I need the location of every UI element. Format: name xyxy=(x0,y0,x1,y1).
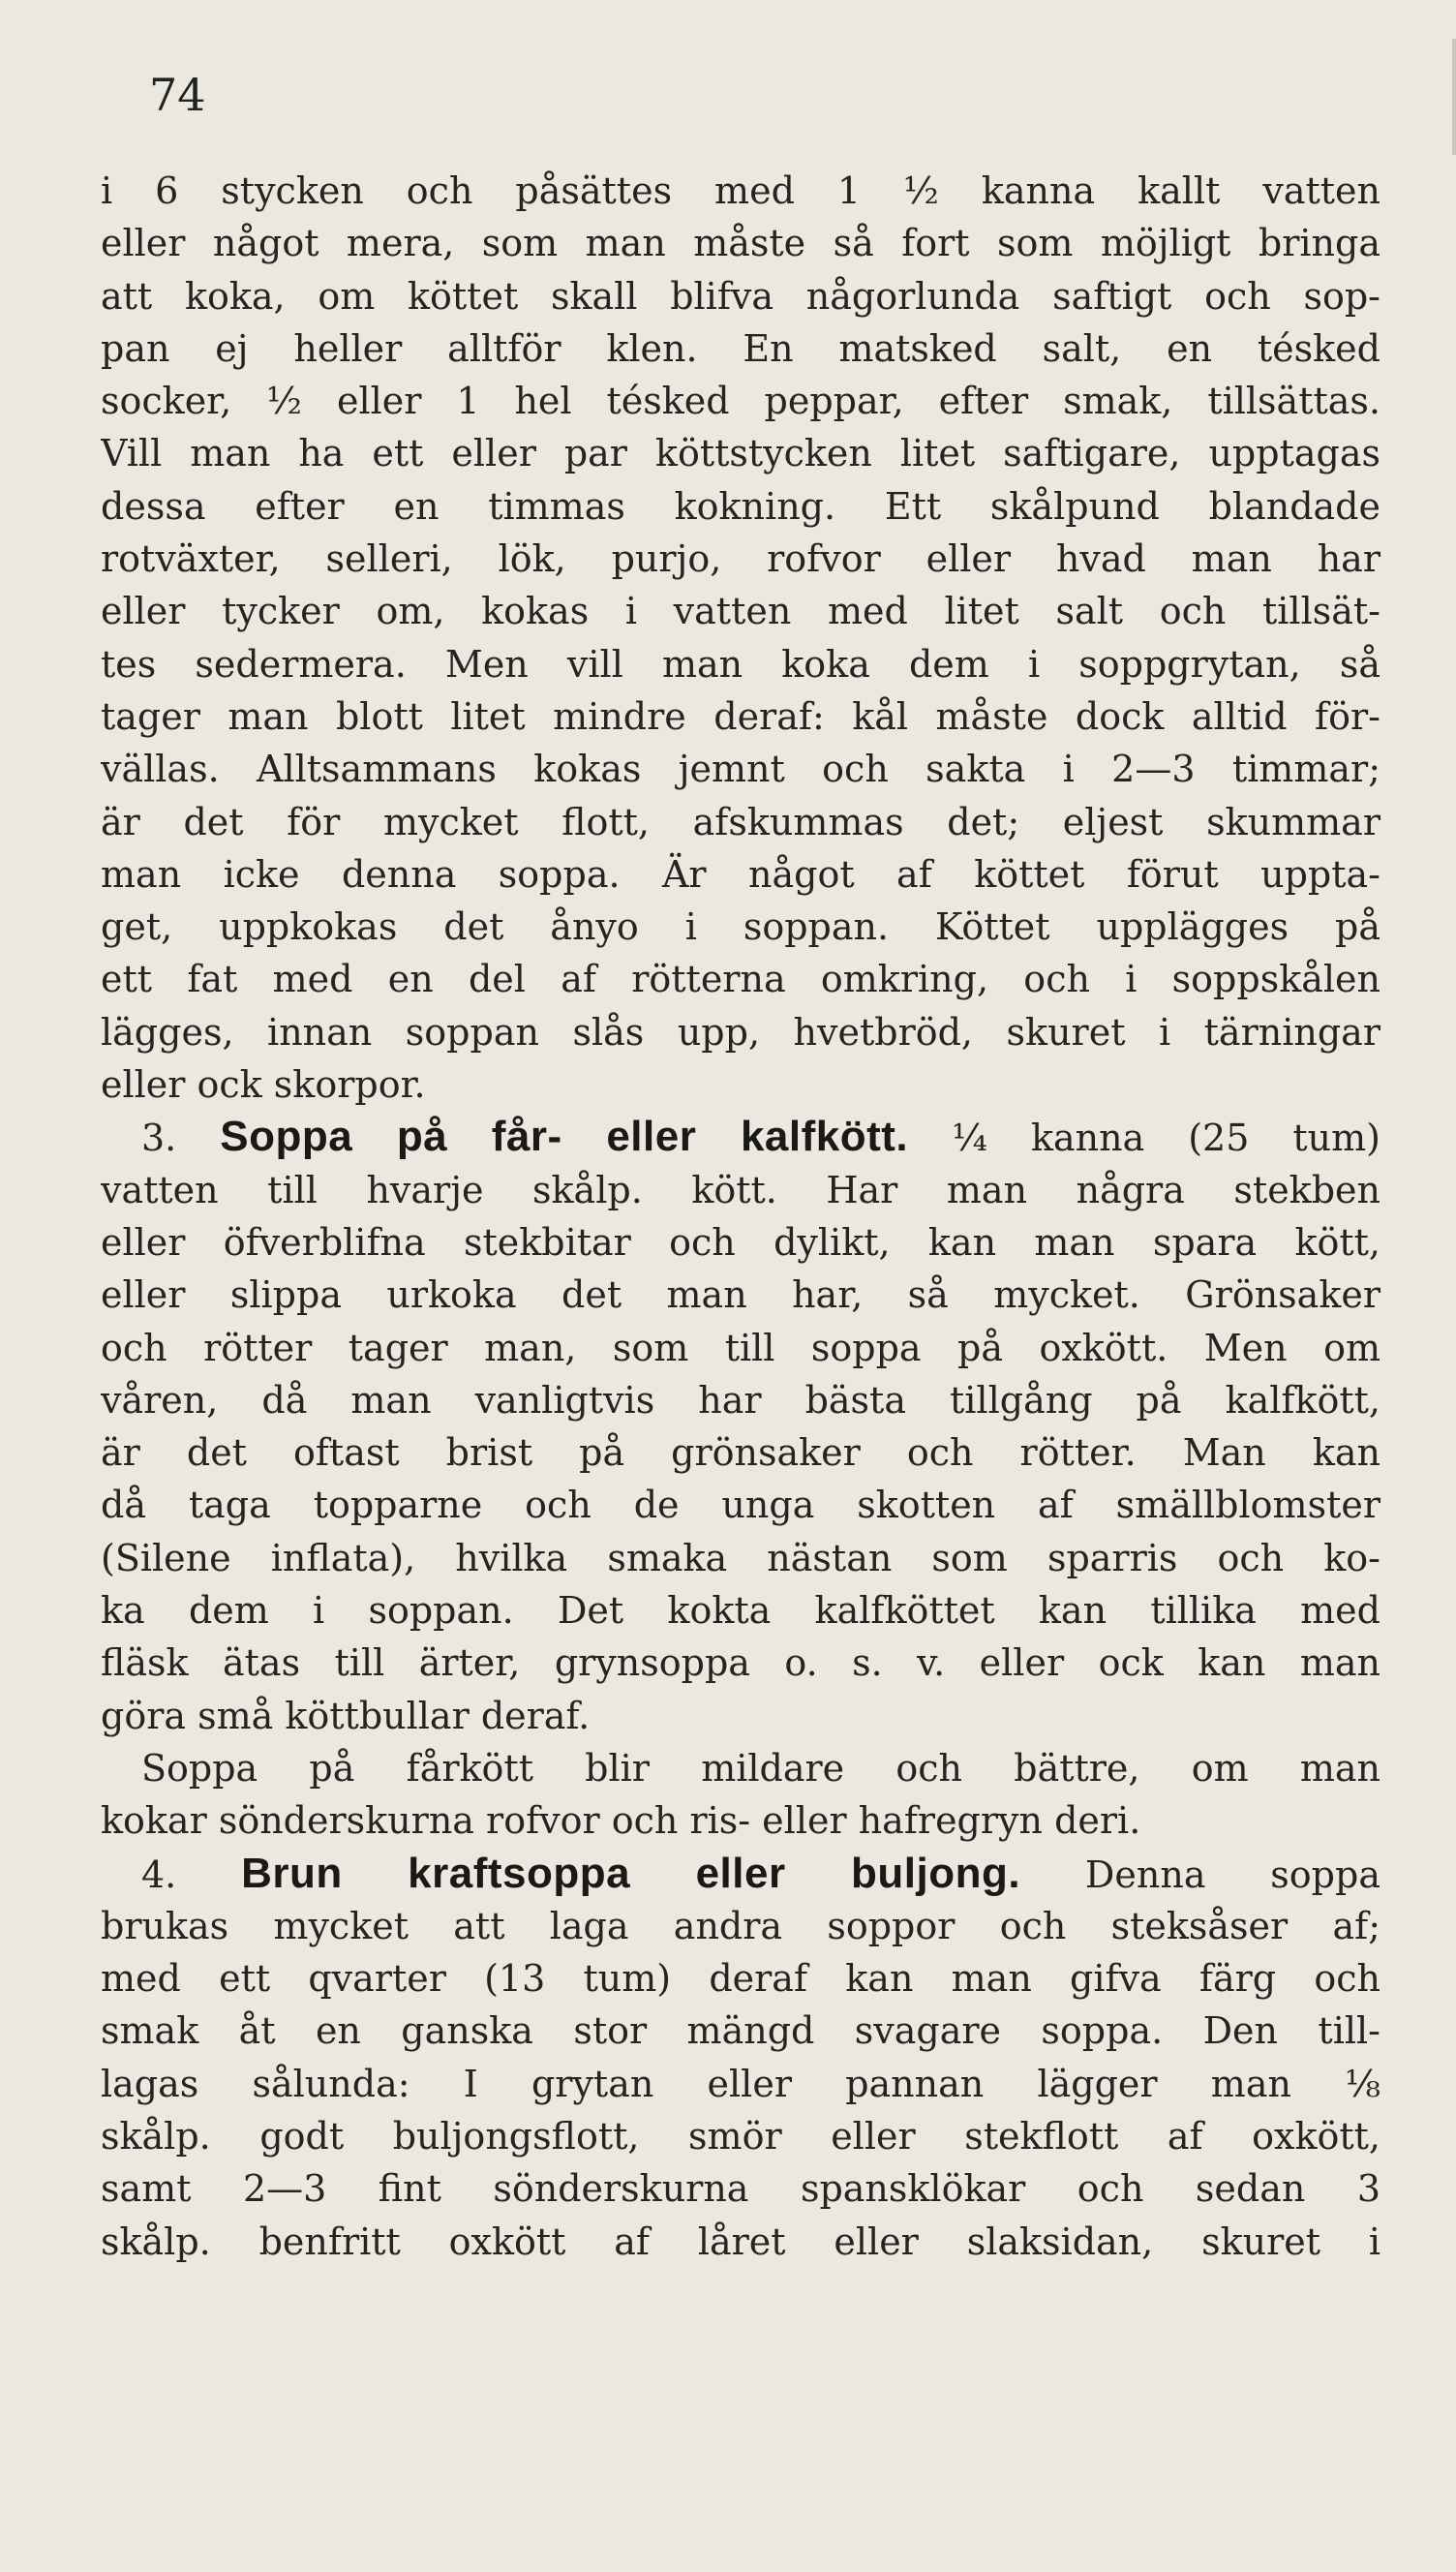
text-line: (Silene inflata), hvilka smaka nästan som sparris och ko- xyxy=(101,1536,1380,1579)
text-line: våren, då man vanligtvis har bästa tillgång på kalfkött, xyxy=(101,1378,1380,1422)
text-line: eller öfverblifna stekbitar och dylikt, kan man spara kött, xyxy=(101,1220,1380,1264)
text-line: tager man blott litet mindre deraf: kål måste dock alltid för- xyxy=(101,694,1380,738)
text-line: eller slippa urkoka det man har, så mycket. Grönsaker xyxy=(101,1273,1380,1317)
text-line: rotväxter, selleri, lök, purjo, rofvor eller hvad man har xyxy=(101,537,1380,581)
section-heading-line xyxy=(101,1111,1380,1163)
section-heading-line xyxy=(101,1848,1380,1900)
text-line: man icke denna soppa. Är något af köttet förut uppta- xyxy=(101,852,1380,896)
text-line: göra små köttbullar deraf. xyxy=(101,1694,591,1737)
text-line: vatten till hvarje skålp. kött. Har man några stekben xyxy=(101,1168,1380,1211)
text-line: i 6 stycken och påsättes med 1 ½ kanna kallt vatten xyxy=(101,169,1380,212)
text-line: och rötter tager man, som till soppa på oxkött. Men om xyxy=(101,1326,1380,1369)
text-line: eller tycker om, kokas i vatten med litet salt och tillsät- xyxy=(101,590,1380,633)
text-line: med ett qvarter (13 tum) deraf kan man gifva färg och xyxy=(101,1957,1380,2001)
text-line: då taga topparne och de unga skotten af smällblomster xyxy=(101,1484,1380,1527)
text-line: socker, ½ eller 1 hel tésked peppar, efter smak, tillsättas. xyxy=(101,380,1380,423)
text-line: samt 2—3 fint sönderskurna spansklökar och sedan 3 xyxy=(101,2167,1380,2211)
text-line: dessa efter en timmas kokning. Ett skålpund blandade xyxy=(101,484,1380,528)
text-line: brukas mycket att laga andra soppor och steksåser af; xyxy=(101,1904,1380,1947)
text-line: skålp. godt buljongsflott, smör eller stekflott af oxkött, xyxy=(101,2114,1380,2158)
section-number: 4. xyxy=(141,1852,177,1896)
page-number: 74 xyxy=(149,69,206,121)
page-edge xyxy=(1452,39,1456,155)
page-text xyxy=(101,165,1380,2268)
text-line: lagas sålunda: I grytan eller pannan lägger man ⅛ xyxy=(101,2062,1380,2105)
text-line: Soppa på fårkött blir mildare och bättre, om man xyxy=(141,1746,1380,1790)
text-line: fläsk ätas till ärter, grynsoppa o. s. v. eller ock kan man xyxy=(101,1641,1380,1685)
text-line: kokar sönderskurna rofvor och ris- eller hafregryn deri. xyxy=(101,1799,1141,1843)
section-lead-text: Denna soppa xyxy=(1084,1852,1380,1896)
text-line: att koka, om köttet skall blifva någorlunda saftigt och sop- xyxy=(101,274,1380,318)
text-line: ka dem i soppan. Det kokta kalfköttet kan tillika med xyxy=(101,1589,1380,1633)
text-line: är det oftast brist på grönsaker och rötter. Man kan xyxy=(101,1431,1380,1475)
text-line: är det för mycket flott, afskummas det; eljest skummar xyxy=(101,800,1380,843)
text-line: vällas. Alltsammans kokas jemnt och sakta i 2—3 timmar; xyxy=(101,748,1380,791)
section-number: 3. xyxy=(141,1117,177,1160)
text-line: eller något mera, som man måste så fort som möjligt bringa xyxy=(101,222,1380,265)
section-lead-text: ¼ kanna (25 tum) xyxy=(952,1117,1380,1160)
text-line: smak åt en ganska stor mängd svagare soppa. Den till- xyxy=(101,2009,1380,2053)
text-line: tes sedermera. Men vill man koka dem i soppgrytan, så xyxy=(101,642,1380,686)
text-line: get, uppkokas det ånyo i soppan. Köttet uppläggеs på xyxy=(101,905,1380,949)
section-title: Soppa på får- eller kalfkött. xyxy=(220,1113,909,1161)
text-line: eller ock skorpor. xyxy=(101,1063,426,1107)
text-line: pan ej heller alltför klen. En matsked salt, en tésked xyxy=(101,326,1380,370)
text-line: lägges, innan soppan slås upp, hvetbröd, skuret i tärningar xyxy=(101,1010,1380,1054)
section-title: Brun kraftsoppa eller buljong. xyxy=(241,1849,1021,1897)
text-line: Vill man ha ett eller par köttstycken litet saftigare, upptagas xyxy=(101,432,1380,475)
text-line: skålp. benfritt oxkött af låret eller slaksidan, skuret i xyxy=(101,2220,1380,2263)
text-line: ett fat med en del af rötterna omkring, och i soppskålen xyxy=(101,958,1380,1001)
